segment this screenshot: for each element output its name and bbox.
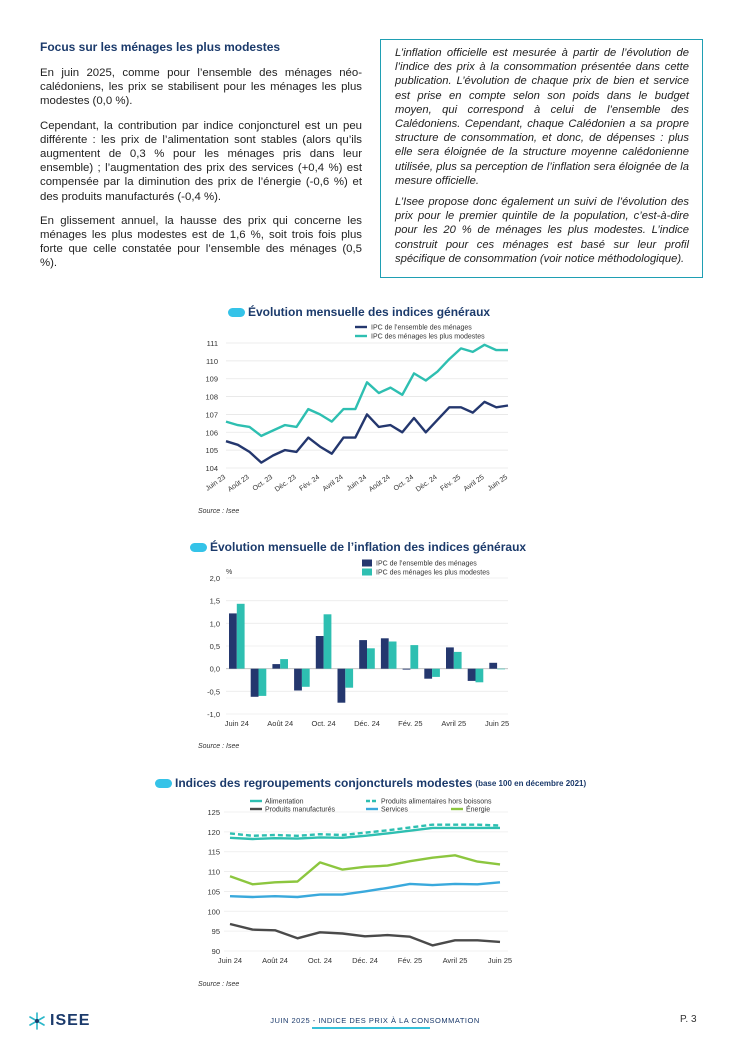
chart1-y-tick-label: 109 bbox=[205, 374, 218, 384]
focus-paragraph: En juin 2025, comme pour l’ensemble des ménages néo-calédoniens, les prix se stabilisent pour les ménages les plus modestes (0,0 %). bbox=[40, 67, 362, 108]
chart3-series-line bbox=[230, 855, 500, 884]
chart1-y-tick-label: 110 bbox=[206, 356, 218, 366]
chart1-y-tick-label: 106 bbox=[205, 428, 218, 438]
chart3-y-tick-label: 125 bbox=[207, 808, 220, 817]
page-number: P. 3 bbox=[680, 1014, 697, 1025]
chart2-bar bbox=[432, 669, 440, 677]
chart1-title-text: Évolution mensuelle des indices généraux bbox=[248, 305, 491, 319]
chart2-bar bbox=[251, 669, 259, 697]
chart1-x-tick-label: Juin 23 bbox=[204, 473, 228, 493]
chart2-bar bbox=[338, 669, 346, 703]
chart2-title bbox=[190, 540, 526, 554]
chart2-bar bbox=[237, 604, 245, 669]
chart3-source: Source : Isee bbox=[198, 981, 240, 988]
focus-paragraph: En glissement annuel, la hausse des prix qui concerne les ménages les plus modestes est de 1,6 %, soit trois fois plus forte que celle constatée pour l’ensemble des ménages (0,5 %). bbox=[40, 214, 362, 270]
chart2-source: Source : Isee bbox=[198, 743, 240, 750]
chart1-x-tick-label: Déc. 24 bbox=[414, 473, 439, 494]
chart2-bar bbox=[454, 652, 462, 669]
chart3-y-tick-label: 115 bbox=[208, 847, 220, 857]
chart2-bar bbox=[468, 669, 476, 681]
chart2-y-unit: % bbox=[226, 569, 233, 576]
chart1-y-tick-label: 108 bbox=[205, 392, 218, 402]
footer-title: JUIN 2025 - INDICE DES PRIX À LA CONSOMMATION bbox=[270, 1016, 480, 1025]
chart2-y-tick-label: 1,0 bbox=[209, 619, 220, 629]
chart2-bar bbox=[367, 648, 375, 668]
chart3-legend-label: Énergie bbox=[466, 806, 491, 814]
title-marker-icon bbox=[190, 543, 207, 552]
chart1-y-tick-label: 105 bbox=[205, 446, 218, 456]
chart2-title-text: Évolution mensuelle de l’inflation des indices généraux bbox=[210, 540, 527, 554]
chart2-x-tick-label: Oct. 24 bbox=[311, 719, 336, 728]
chart3-series-line bbox=[230, 924, 500, 945]
chart3-series-line bbox=[230, 882, 500, 897]
chart3-legend-label: Produits alimentaires hors boissons bbox=[381, 798, 492, 806]
chart1-legend-label: IPC des ménages les plus modestes bbox=[371, 333, 485, 341]
chart3-x-tick-label: Oct. 24 bbox=[307, 956, 333, 965]
chart1-x-tick-label: Déc. 23 bbox=[273, 473, 298, 494]
title-marker-icon bbox=[155, 779, 172, 788]
chart1-x-tick-label: Avril 25 bbox=[462, 473, 486, 493]
chart2-y-tick-label: 0,5 bbox=[209, 642, 220, 651]
chart3-legend-label: Produits manufacturés bbox=[265, 806, 336, 814]
chart2-legend-swatch bbox=[362, 569, 372, 576]
box-paragraph: L’inflation officielle est mesurée à partir de l’évolution de l’indice des prix à la consommation présentée dans cette publication. L’évolution de chaque prix de bien et service est prise en compte selon son poids dans le budget moyen, qui correspond à celui de l’ensemble des Calédoniens. Cependant, chaque Calédonien a sa propre structure de consommation, et donc, de dépenses : plus elle sera éloignée de la structure moyenne calédonienne utilisée, plus sa perception de l’inflation sera éloignée de la mesure officielle. bbox=[395, 47, 689, 187]
chart2-bar bbox=[476, 669, 484, 683]
box-paragraph: L’Isee propose donc également un suivi de l’évolution des prix pour le premier quintile de la population, c’est-à-dire pour les 20 % de ménages les plus modestes. L’indice construit pour ces ménages est basé sur leur profil spécifique de consommation (voir notice méthodologique). bbox=[395, 196, 689, 265]
chart2-x-tick-label: Juin 25 bbox=[485, 719, 510, 728]
chart3-y-tick-label: 105 bbox=[207, 887, 220, 897]
chart3-x-tick-label: Août 24 bbox=[262, 956, 288, 965]
chart2-y-tick-label: 2,0 bbox=[209, 574, 220, 583]
chart2-x-tick-label: Juin 24 bbox=[224, 719, 249, 728]
chart2-y-tick-label: -1,0 bbox=[207, 710, 220, 719]
chart2-y-tick-label: 1,5 bbox=[209, 596, 220, 606]
chart2-legend-label: IPC de l’ensemble des ménages bbox=[376, 560, 477, 568]
chart3-y-tick-label: 120 bbox=[207, 827, 220, 837]
chart2-bar bbox=[259, 669, 267, 696]
chart2-bar bbox=[381, 638, 389, 668]
chart3-y-tick-label: 90 bbox=[211, 947, 220, 956]
chart2-bar bbox=[359, 640, 367, 669]
chart2-bar bbox=[294, 669, 302, 691]
chart2-bar bbox=[316, 636, 324, 669]
chart1-x-tick-label: Fév. 25 bbox=[439, 473, 463, 493]
chart3-title-suffix: (base 100 en décembre 2021) bbox=[475, 778, 587, 788]
chart2-bar bbox=[410, 645, 418, 669]
chart1-x-tick-label: Août 23 bbox=[226, 473, 251, 494]
chart2-legend-label: IPC des ménages les plus modestes bbox=[376, 569, 490, 577]
chart2-y-tick-label: 0,0 bbox=[209, 664, 220, 674]
chart3-title-text: Indices des regroupements conjoncturels modestes bbox=[175, 776, 473, 790]
chart3-y-tick-label: 95 bbox=[211, 927, 220, 937]
chart1-x-tick-label: Fév. 24 bbox=[298, 473, 322, 493]
chart2-x-tick-label: Août 24 bbox=[267, 719, 294, 728]
chart2-x-tick-label: Fév. 25 bbox=[398, 719, 423, 728]
chart1-y-tick-label: 107 bbox=[205, 410, 218, 420]
logo-text: ISEE bbox=[50, 1012, 91, 1029]
chart2-bar bbox=[272, 664, 280, 669]
chart1-y-tick-label: 111 bbox=[206, 339, 218, 348]
chart2-bar bbox=[280, 659, 288, 669]
chart3-title bbox=[155, 776, 586, 790]
chart2-bar bbox=[424, 669, 432, 679]
chart3-x-tick-label: Avril 25 bbox=[442, 956, 468, 965]
isee-logo bbox=[28, 1012, 90, 1030]
chart2-legend-swatch bbox=[362, 560, 372, 567]
chart1-x-tick-label: Oct. 24 bbox=[392, 473, 416, 493]
chart2-bar bbox=[497, 669, 505, 670]
chart2-bar bbox=[345, 669, 353, 688]
chart2-y-tick-label: -0,5 bbox=[207, 687, 220, 697]
focus-title: Focus sur les ménages les plus modestes bbox=[40, 40, 281, 54]
chart3-x-tick-label: Juin 24 bbox=[217, 956, 243, 965]
chart3-legend-label: Services bbox=[381, 806, 408, 814]
chart2-bar bbox=[489, 663, 497, 669]
chart1-legend-label: IPC de l’ensemble des ménages bbox=[371, 324, 472, 332]
chart3-x-tick-label: Fév. 25 bbox=[397, 956, 423, 965]
chart2-bar bbox=[324, 614, 332, 668]
chart1-x-tick-label: Oct. 23 bbox=[251, 473, 275, 493]
chart2-bar bbox=[446, 647, 454, 668]
snowflake-icon bbox=[28, 1012, 46, 1030]
footer-underline bbox=[312, 1027, 430, 1029]
chart3-x-tick-label: Déc. 24 bbox=[352, 956, 378, 965]
chart3-y-tick-label: 100 bbox=[207, 907, 220, 917]
chart1-x-tick-label: Juin 24 bbox=[345, 473, 369, 493]
chart2-x-tick-label: Déc. 24 bbox=[354, 719, 380, 728]
chart1-x-tick-label: Juin 25 bbox=[486, 473, 510, 493]
chart3-series-line bbox=[230, 825, 500, 836]
chart1-source: Source : Isee bbox=[198, 508, 240, 515]
chart3-series-line bbox=[230, 828, 500, 839]
chart1-x-tick-label: Avril 24 bbox=[321, 473, 345, 493]
chart1-series-line bbox=[226, 345, 508, 436]
chart2-bar bbox=[403, 669, 411, 670]
chart3-legend-label: Alimentation bbox=[265, 798, 304, 806]
chart2-bar bbox=[389, 642, 397, 669]
chart3-y-tick-label: 110 bbox=[208, 867, 220, 877]
chart1-x-tick-label: Août 24 bbox=[367, 473, 392, 494]
focus-paragraph: Cependant, la contribution par indice conjoncturel est un peu différente : les prix de l’alimentation sont stables (alors qu’ils augmentent de 0,3 % pour les ménages pris dans leur ensemble) ; l’augmentation des prix des services (+0,4 %) est compensée par la diminution des prix de l’énergie (-0,6 %) et des produits manufacturés (-0,4 %). bbox=[40, 119, 362, 203]
chart2-bar bbox=[302, 669, 310, 687]
chart2-x-tick-label: Avril 25 bbox=[441, 719, 467, 728]
chart3-x-tick-label: Juin 25 bbox=[487, 956, 513, 965]
chart2-bar bbox=[229, 613, 237, 668]
chart1-y-tick-label: 104 bbox=[205, 464, 218, 473]
